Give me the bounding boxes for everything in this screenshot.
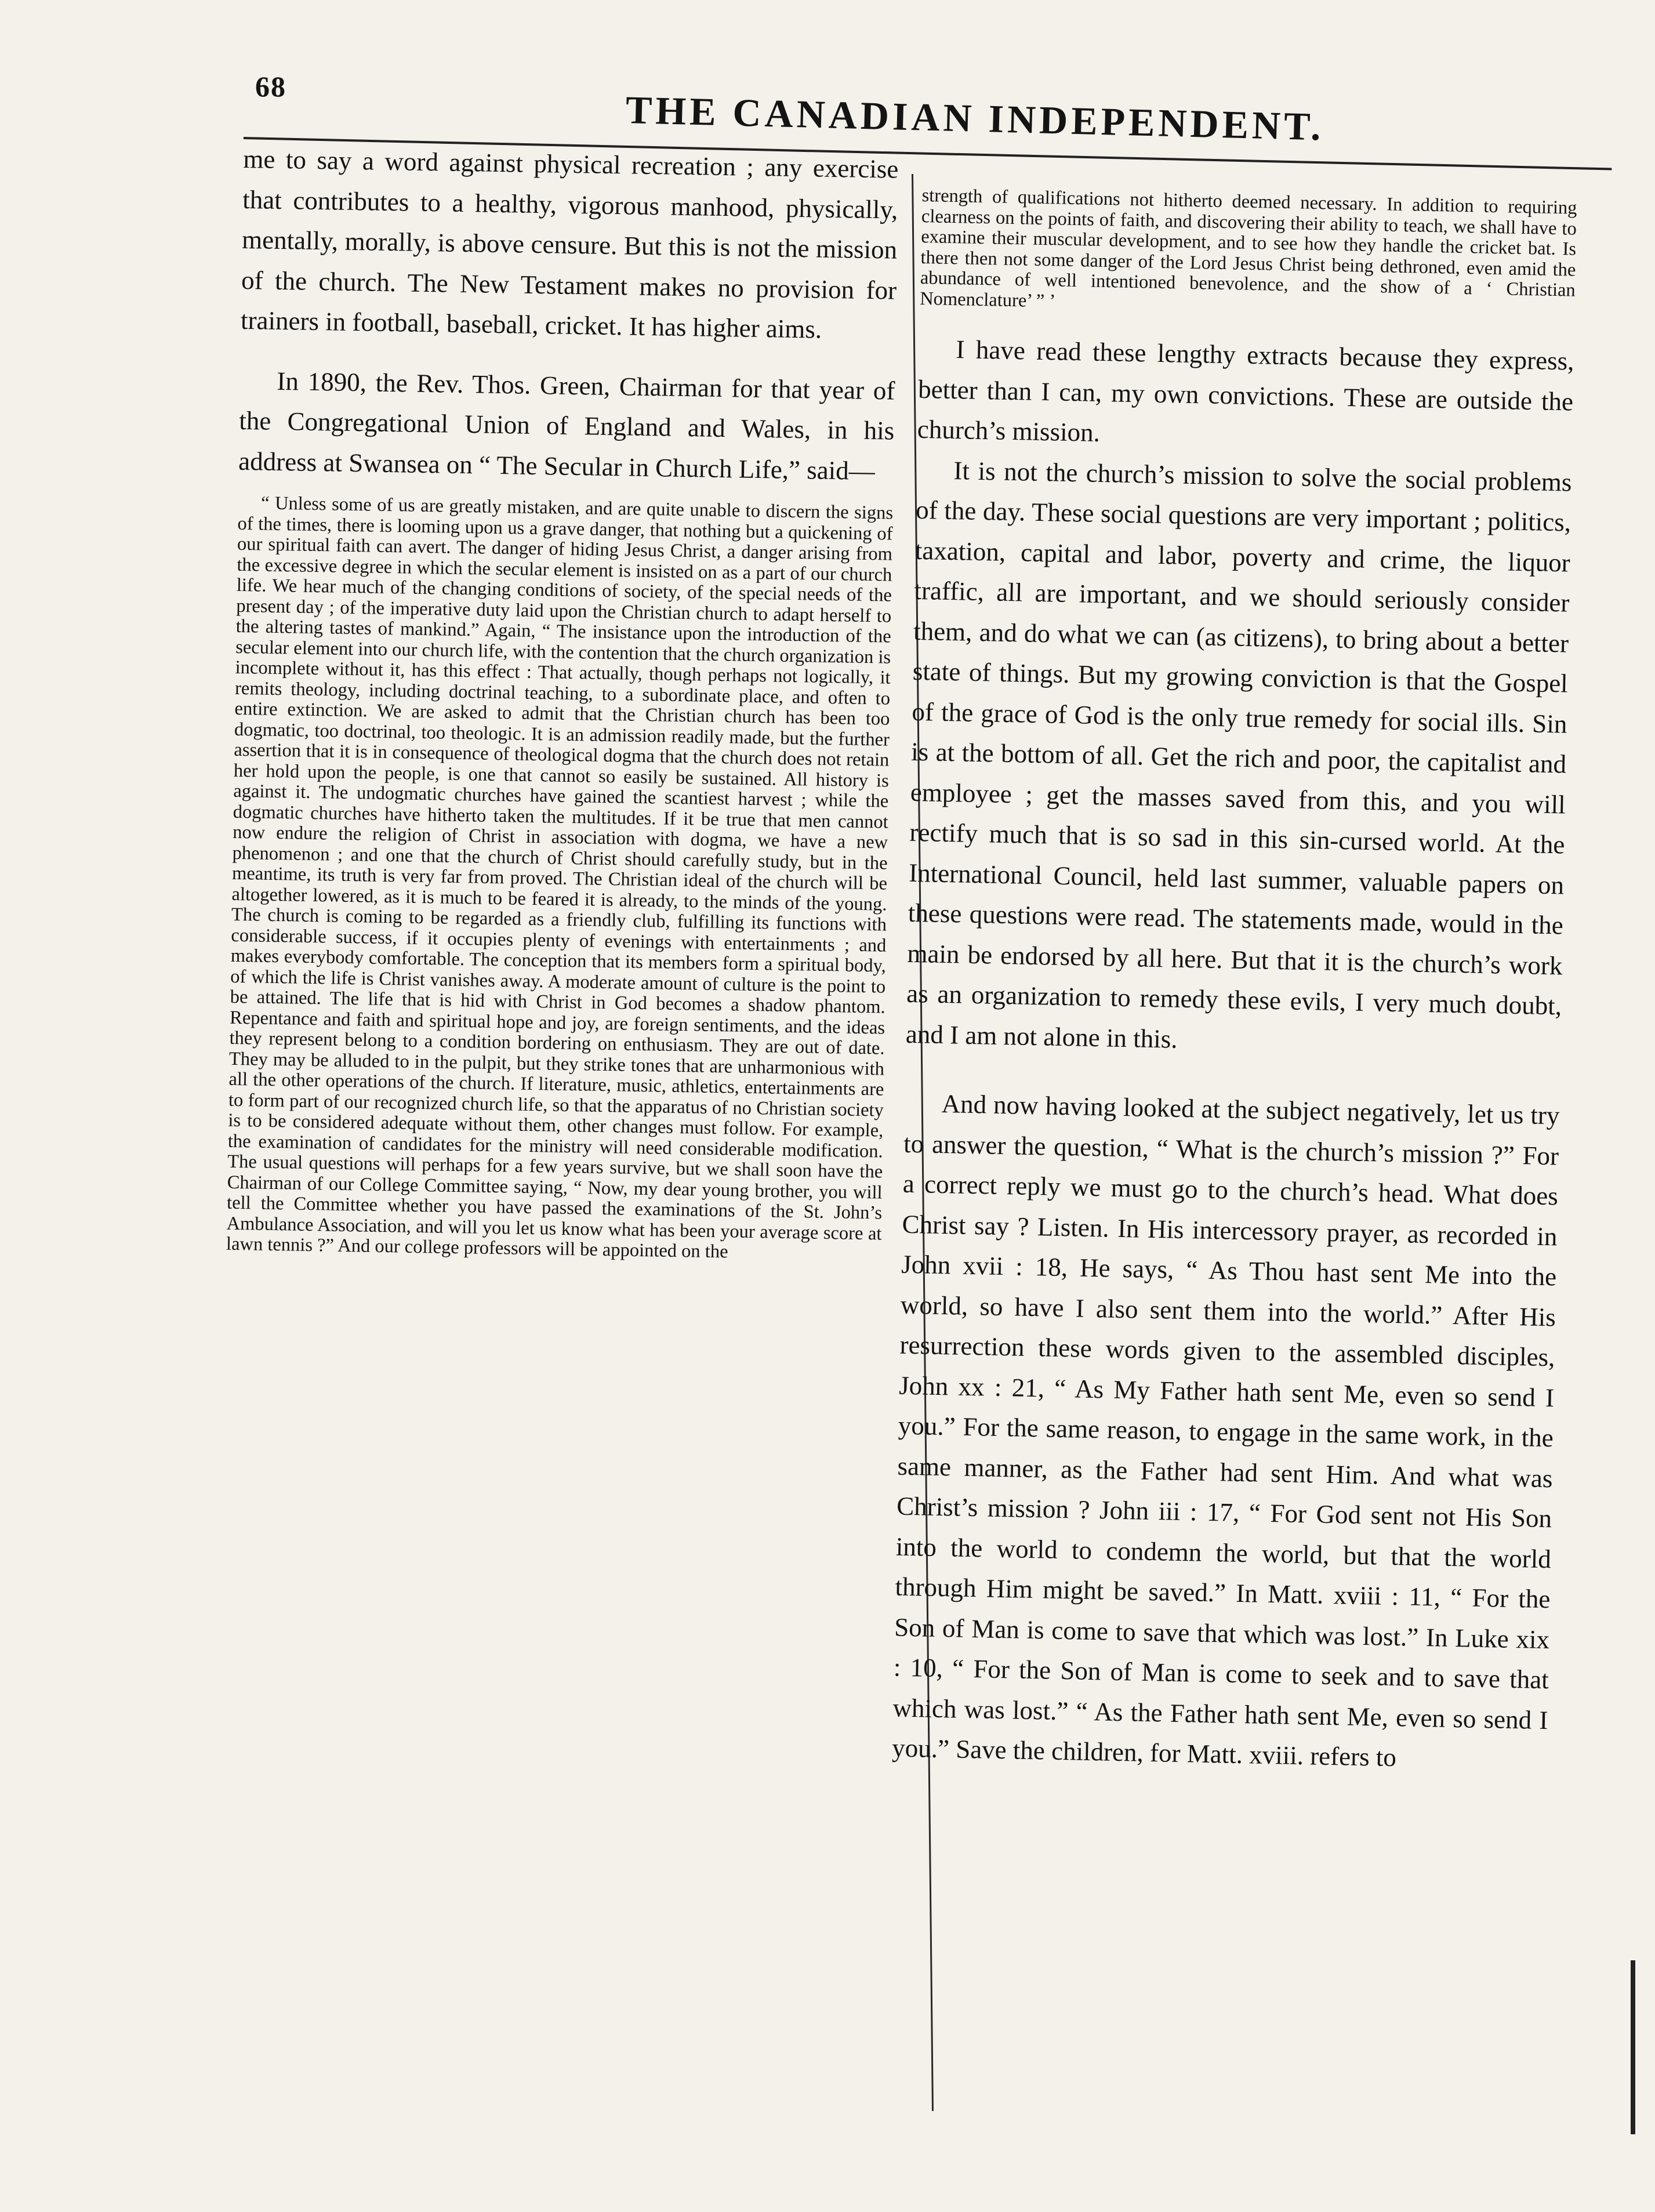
right-paragraph-3: And now having looked at the subject negatively, let us try to answer the question, “ What is the church’s mission ?” For a correct reply we must go to the church’s head. What does Christ say ? Listen. In His intercessory prayer, as recorded in John xvii : 18, He says, “ As Thou hast sent Me into the world, so have I also sent them into the world.” After His resurrection these words given to the assembled disciples, John xx : 21, “ As My Father hath sent Me, even so send I you.” For the same reason, to engage in the same work, in the same manner, as the Father had sent Him. And what was Christ’s mission ? John iii : 17, “ For God sent not His Son into the world to condemn the world, but that the world through Him might be saved.” In Matt. xviii : 11, “ For the Son of Man is come to save that which was lost.” In Luke xix : 10, “ For the Son of Man is come to seek and to save that which was lost.” “ As the Father hath sent Me, even so send I you.” Save the children, for Matt. xviii. refers to (891, 1089, 1560, 1772)
block-quote: “ Unless some of us are greatly mistaken, and are quite unable to discern the signs of the times, there is looming upon us a grave danger, that nothing but a quickening of our spiritual faith can avert. The danger of hiding Jesus Christ, a danger arising from the excessive degree in which the secular element is insisted on as a part of our church life. We hear much of the changing conditions of society, of the special needs of the present day ; of the imperative duty laid upon the Christian church to adapt herself to the altering tastes of mankind.” Again, “ The insistance upon the introduction of the secular element into our church life, with the contention that the church organization is incomplete without it, has this effect : That actually, though perhaps not logically, it remits theology, including doctrinal teaching, to a subordinate place, and often to entire extinction. We are asked to admit that the Christian church has been too dogmatic, too doctrinal, too theologic. It is an admission readily made, but the further assertion that it is in consequence of theological dogma that the church does not retain her hold upon the people, is one that cannot so easily be sustained. All history is against it. The undogmatic churches have gained the scantiest harvest ; while the dogmatic churches have hitherto taken the multitudes. If it be true that men cannot now endure the religion of Christ in association with dogma, we have a new phenomenon ; and one that the church of Christ should carefully study, but in the meantime, its truth is very far from proved. The Christian ideal of the church will be altogether lowered, as it is much to be feared it is already, to the minds of the young. The church is coming to be regarded as a friendly club, fulfilling its functions with considerable success, if it occupies plenty of evenings with entertainments ; and makes everybody comfortable. The conception that its members form a spiritual body, of which the life is Christ vanishes away. A moderate amount of culture is the point to be attained. The life that is hid with Christ in God becomes a shadow phantom. Repentance and faith and spiritual hope and joy, are foreign sentiments, and the ideas they represent belong to a condition bordering on enthusiasm. They are out of date. They may be alluded to in the pulpit, but they strike tones that are unharmonious with all the other operations of the church. If literature, music, athletics, entertainments are to form part of our recognized church life, so that the apparatus of no Christian society is to be considered adequate without them, other changes must follow. For example, the examination of candidates for the ministry will need considerable modification. The usual questions will perhaps for a few years survive, but we shall soon have the Chairman of our College Committee saying, “ Now, my dear young brother, you will tell the Committee whether you have passed the examinations of the St. John’s Ambulance Association, and will you let us know what has been your average score at lawn tennis ?” And our college professors will be appointed on the (226, 492, 894, 1263)
journal-title: THE CANADIAN INDEPENDENT. (625, 87, 1325, 149)
right-paragraph-2: It is not the church’s mission to solve the social problems of the day. These social questions are very important ; politics, taxation, capital and labor, poverty and crime, the liquor traffic, all are important, and we should seriously consider them, and do what we can (as citizens), to bring about a better state of things. But my growing conviction is that the Gospel of the grace of God is the only true remedy for social ills. Sin is at the bottom of all. Get the rich and poor, the capitalist and employee ; get the masses saved from this, and you will rectify much that is so sad in this sin-cursed world. At the International Council, held last summer, valuable papers on these questions were read. The statements made, would in the main be endorsed by all here. But that it is the church’s work as an organization to remedy these evils, I very much doubt, and I am not alone in this. (905, 455, 1572, 1054)
left-column (226, 139, 899, 1265)
left-paragraph-1: me to say a word against physical recreation ; any exercise that contributes to a healthy, vigorous manhood, physically, mentally, morally, is above censure. But this is not the mission of the church. The New Testament makes no provision for trainers in football, baseball, cricket. It has higher aims. (240, 144, 899, 344)
margin-mark (1631, 1960, 1635, 2134)
right-column (892, 186, 1577, 1781)
page-number: 68 (255, 70, 286, 103)
right-paragraph-1: I have read these lengthy extracts because they express, better than I can, my own convictions. These are outside the church’s mission. (917, 335, 1574, 447)
left-paragraph-2: In 1890, the Rev. Thos. Green, Chairman for that year of the Congregational Union of England and Wales, in his address at Swansea on “ The Secular in Church Life,” said— (238, 366, 895, 485)
block-quote-continued: strength of qualifications not hitherto deemed necessary. In addition to requiring clearness on the points of faith, and discovering their ability to teach, we shall have to examine their muscular development, and to see how they handle the cricket bat. Is there then not some danger of the Lord Jesus Christ being dethroned, even amid the abundance of well intentioned benevolence, and the show of a ‘ Christian Nomenclature’ ” ’ (919, 185, 1577, 311)
